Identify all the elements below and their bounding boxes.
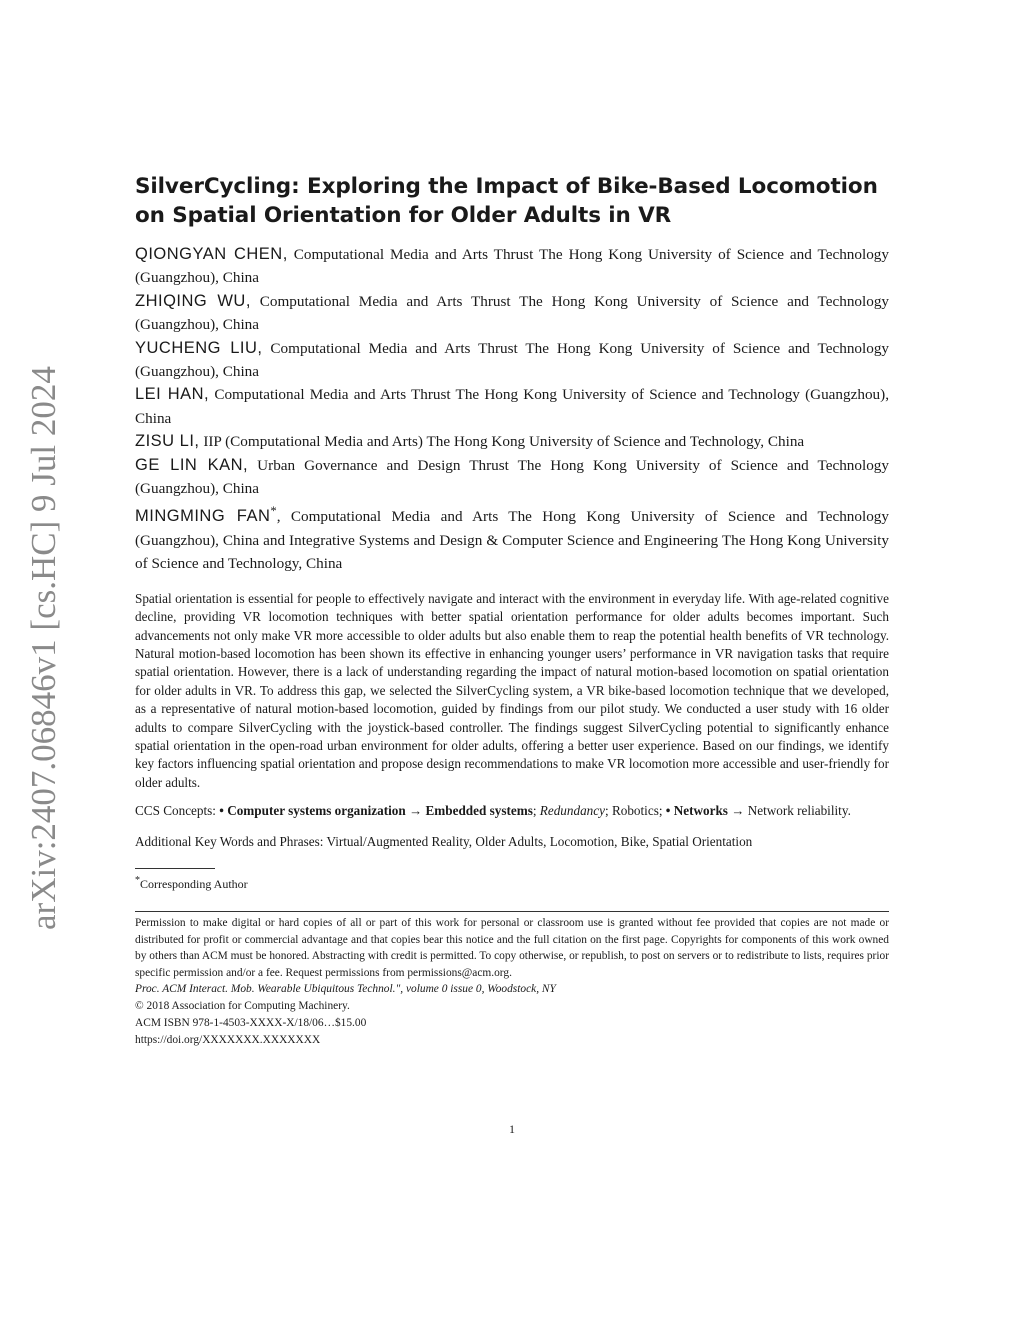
author-affiliation: Urban Governance and Design Thrust The Hong Kong University of Science and Technology (Guangzhou), China xyxy=(135,456,889,498)
ccs-arrow: → xyxy=(731,803,745,819)
author-name: YUCHENG LIU, xyxy=(135,338,263,357)
venue xyxy=(135,981,889,998)
abstract: Spatial orientation is essential for people to effectively navigate and interact with the environment in everyday life. With age-related cognitive decline, providing VR locomotion techniques with better spatial orientation performance for older adults becomes important. Such advancements not only make VR more accessible to older adults but also enable them to reap the potential health benefits of VR technology. Natural motion-based locomotion has been shown its effective in enhancing younger users’ performance in VR navigation tasks that require spatial orientation. However, there is a lack of understanding regarding the impact of natural motion-based locomotion on spatial orientation for older adults in VR. To address this gap, we selected the SilverCycling system, a VR bike-based locomotion technique that we developed, as a representative of natural motion-based locomotion, guided by findings from our pilot study. We conducted a user study with 16 older adults to compare SilverCycling with the joystick-based controller. The findings suggest SilverCycling potential to significantly enhance spatial orientation in the open-road urban environment for older adults, offering a better user experience. Based on our findings, we identify key factors influencing spatial orientation and propose design recommendations to make VR locomotion more accessible and user-friendly for older adults. xyxy=(135,590,889,790)
author-name: LEI HAN, xyxy=(135,385,210,404)
author-affiliation: , Computational Media and Arts The Hong Kong University of Science and Technology (Guangzhou), China and Integrative Systems and Design & Computer Science and Engineering The Hong Kong University of Science and Technology, China xyxy=(135,508,889,573)
keywords: Additional Key Words and Phrases: Virtual/Augmented Reality, Older Adults, Locomotion, Bike, Spatial Orientation xyxy=(135,833,753,849)
author-list xyxy=(135,243,889,576)
author-entry xyxy=(135,500,889,575)
doi: https://doi.org/XXXXXXX.XXXXXXX xyxy=(135,1033,321,1046)
author-affiliation: Computational Media and Arts Thrust The Hong Kong University of Science and Technology (Guangzhou), China xyxy=(135,246,889,287)
author-entry xyxy=(135,383,889,430)
permission-notice: Permission to make digital or hard copies of all or part of this work for personal or classroom use is granted without fee provided that copies are not made or distributed for profit or commercial advantage and that copies bear this notice and the full citation on the first page. Copyrights for components of this work owned by others than ACM must be honored. Abstracting with credit is permitted. To copy otherwise, or republish, to post on servers or to redistribute to lists, requires prior specific permission and/or a fee. Request permissions from permissions@acm.org. xyxy=(135,917,889,979)
author-name: ZISU LI, xyxy=(135,432,200,451)
ccs-concept: Redundancy xyxy=(539,803,605,819)
ccs-bullet: • xyxy=(665,803,671,819)
author-affiliation: IIP (Computational Media and Arts) The Hong Kong University of Science and Technology, China xyxy=(203,433,805,451)
ccs-concept: Embedded systems xyxy=(425,803,533,819)
ccs-separator: ; xyxy=(532,803,537,819)
author-affiliation: Computational Media and Arts Thrust The Hong Kong University of Science and Technology (Guangzhou), China xyxy=(135,292,890,334)
ccs-arrow: → xyxy=(409,803,423,819)
ccs-concept: Computer systems organization xyxy=(227,803,406,819)
paper-first-page xyxy=(135,172,889,1049)
author-name: ZHIQING WU, xyxy=(135,291,251,310)
ccs-bullet: • xyxy=(219,803,224,819)
author-affiliation: Computational Media and Arts Thrust The Hong Kong University of Science and Technology (Guangzhou), China xyxy=(135,386,889,427)
permission-divider xyxy=(135,911,889,912)
author-entry xyxy=(135,430,889,453)
arxiv-identifier: arXiv:2407.06846v1 [cs.HC] 9 Jul 2024 xyxy=(24,366,63,930)
footnote xyxy=(135,873,889,892)
author-affiliation: Computational Media and Arts Thrust The Hong Kong University of Science and Technology (Guangzhou), China xyxy=(135,339,890,381)
paper-title: SilverCycling: Exploring the Impact of Bike-Based Locomotion on Spatial Orientation for Older Adults in VR xyxy=(135,174,878,228)
author-entry xyxy=(135,290,889,337)
venue-text: Proc. ACM Interact. Mob. Wearable Ubiquitous Technol.", volume 0 issue 0, Woodstock, NY xyxy=(135,983,556,996)
copyright: © 2018 Association for Computing Machinery. xyxy=(135,1000,350,1013)
author-name: GE LIN KAN, xyxy=(135,455,249,474)
ccs-separator: ; Robotics; xyxy=(604,803,663,819)
author-name: QIONGYAN CHEN, xyxy=(135,245,288,263)
author-name: MINGMING FAN xyxy=(135,507,271,526)
author-entry xyxy=(135,454,889,501)
isbn: ACM ISBN 978-1-4503-XXXX-X/18/06…$15.00 xyxy=(135,1017,367,1029)
author-entry xyxy=(135,243,889,290)
footnote-mark: * xyxy=(135,875,140,887)
footnote-text: Corresponding Author xyxy=(140,877,248,892)
ccs-concepts xyxy=(135,802,889,820)
author-entry xyxy=(135,337,889,384)
corresponding-mark: * xyxy=(270,504,277,519)
page-number: 1 xyxy=(509,1122,515,1136)
footnote-divider xyxy=(135,868,215,869)
ccs-concept: Network reliability. xyxy=(747,803,851,819)
ccs-label: CCS Concepts: xyxy=(135,803,216,819)
ccs-concept: Networks xyxy=(673,803,728,819)
